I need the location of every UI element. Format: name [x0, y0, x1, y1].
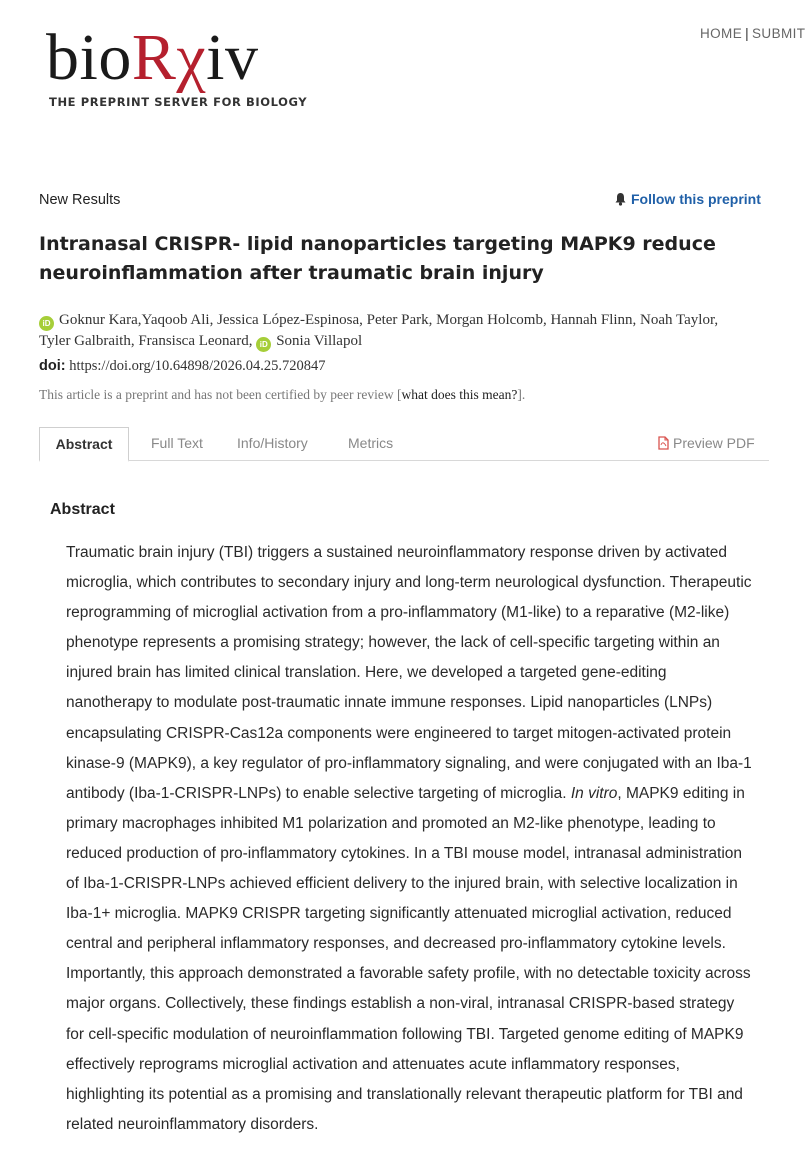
bell-icon [614, 192, 627, 206]
article-section-label: New Results [39, 192, 121, 208]
nav-separator: | [745, 26, 750, 41]
authors-line-2-text[interactable]: Tyler Galbraith, Fransisca Leonard, [39, 333, 253, 349]
article-title: Intranasal CRISPR- lipid nanoparticles targeting MAPK9 reduce neuroinflammation after traumatic brain injury [39, 233, 716, 284]
doi-link[interactable]: https://doi.org/10.64898/2026.04.25.720847 [69, 358, 326, 374]
doi-line [39, 358, 326, 375]
logo-tagline: THE PREPRINT SERVER FOR BIOLOGY [49, 95, 308, 109]
author-kara[interactable]: Goknur Kara, [59, 312, 142, 328]
author-line-2 [39, 331, 759, 352]
top-nav [700, 26, 805, 41]
orcid-icon[interactable]: iD [39, 316, 54, 331]
tab-info-history[interactable]: Info/History [237, 435, 308, 451]
abstract-text [66, 538, 756, 1140]
nav-submit-link[interactable]: SUBMIT [752, 26, 805, 41]
disclaimer-text: This article is a preprint and has not been certified by peer review [ [39, 387, 402, 402]
preprint-disclaimer [39, 387, 525, 403]
tab-metrics[interactable]: Metrics [348, 435, 394, 451]
abstract-heading: Abstract [50, 501, 115, 518]
author-villapol[interactable]: Sonia Villapol [276, 333, 363, 349]
abstract-part-2: , MAPK9 editing in primary macrophages inhibited M1 polarization and promoted an M2-like phenotype, leading to reduced production of pro-inflammatory cytokines. In a TBI mouse model, intranasal administration of Iba-1-CRISPR-LNPs achieved efficient delivery to the injured brain, with selective localization in Iba-1+ microglia. MAPK9 CRISPR targeting significantly attenuated microglial activation, reduced central and peripheral inflammatory responses, and decreased pro-inflammatory cytokine levels. Importantly, this approach demonstrated a favorable safety profile, with no detectable toxicity across major organs. Collectively, these findings establish a non-viral, intranasal CRISPR-based strategy for cell-specific modulation of neuroinflammation following TBI. Targeted genome editing of MAPK9 effectively reprograms microglial activation and attenuates acute inflammatory responses, highlighting its potential as a promising and translationally relevant therapeutic platform for TBI and related neuroinflammatory disorders. [66, 784, 751, 1133]
doi-label: doi: [39, 358, 66, 374]
article-tabs [39, 427, 769, 461]
abstract-italic: In vitro [570, 784, 618, 802]
abstract-part-1: Traumatic brain injury (TBI) triggers a sustained neuroinflammatory response driven by activated microglia, which contributes to secondary injury and long-term neurological dysfunction. Therapeutic reprogramming of microglial activation from a pro-inflammatory (M1-like) to a reparative (M2-like) phenotype represents a promising strategy; however, the lack of cell-specific targeting within an injured brain has limited clinical translation. Here, we developed a targeted gene-editing nanotherapy to modulate post-traumatic innate immune responses. Lipid nanoparticles (LNPs) encapsulating CRISPR-Cas12a components were engineered to target mitogen-activated protein kinase-9 (MAPK9), a key regulator of pro-inflammatory signaling, and were conjugated with an Iba-1 antibody (Iba-1-CRISPR-LNPs) to enable selective targeting of microglia. [66, 544, 752, 802]
tab-full-text[interactable]: Full Text [151, 435, 203, 451]
pdf-icon [658, 429, 669, 461]
logo-wordmark: bioRχiv [46, 21, 259, 94]
disclaimer-end: ]. [517, 387, 526, 402]
tab-abstract[interactable]: Abstract [39, 427, 129, 462]
tabs-divider [39, 460, 769, 461]
follow-preprint-label: Follow this preprint [631, 191, 761, 207]
author-list [39, 310, 759, 352]
authors-rest[interactable]: Yaqoob Ali, Jessica López-Espinosa, Peter Park, Morgan Holcomb, Hannah Flinn, Noah Taylor, [141, 312, 719, 328]
orcid-icon[interactable]: iD [256, 337, 271, 352]
author-line-1 [39, 310, 759, 331]
preview-pdf-label: Preview PDF [673, 435, 755, 451]
what-does-this-mean-link[interactable]: what does this mean? [401, 387, 518, 402]
follow-preprint-button[interactable] [614, 191, 761, 207]
biorxiv-logo[interactable] [44, 21, 308, 114]
nav-home-link[interactable]: HOME [700, 26, 743, 41]
preview-pdf-button[interactable] [658, 427, 755, 459]
